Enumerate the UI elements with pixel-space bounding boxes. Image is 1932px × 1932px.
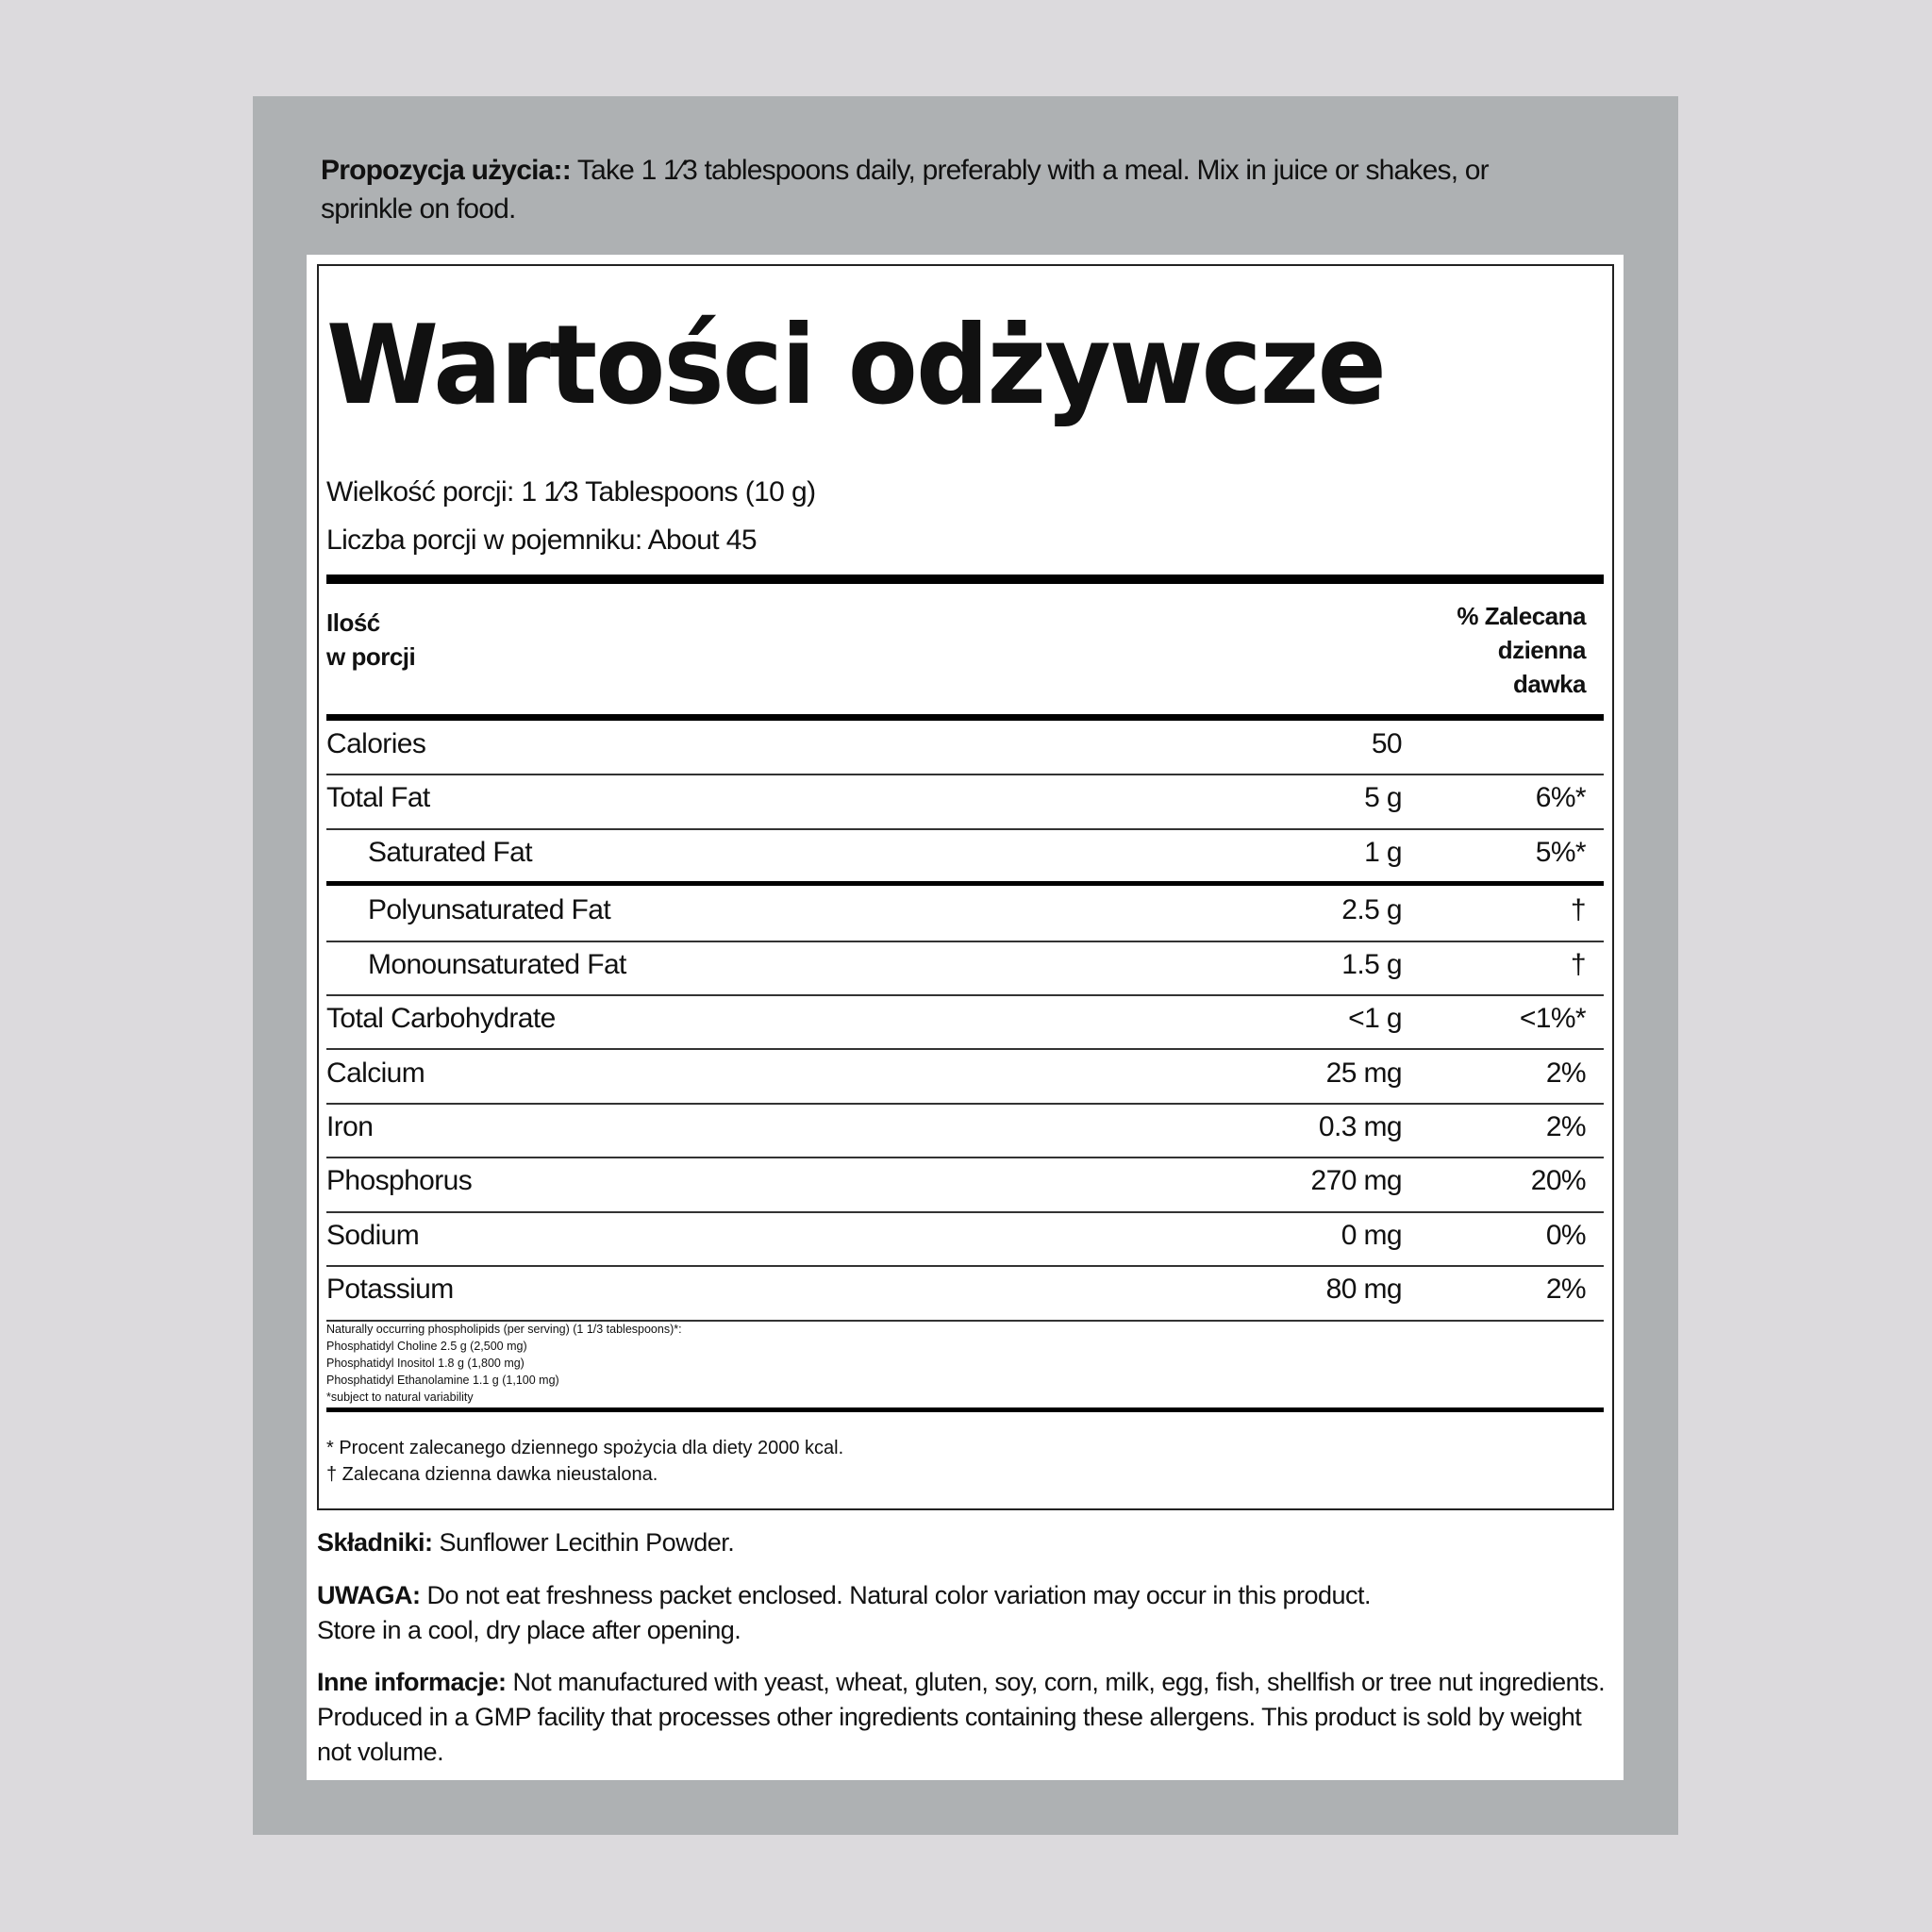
- nutrient-name: Monounsaturated Fat: [368, 949, 626, 980]
- serving-size: Wielkość porcji: 1 1⁄3 Tablespoons (10 g): [326, 476, 816, 508]
- nutrient-amount: 80 mg: [1325, 1274, 1402, 1305]
- usage-text: Take 1 1⁄3 tablespoons daily, preferably with a meal. Mix in juice or shakes, or sprinkle on food.: [321, 155, 1489, 225]
- row-divider: [326, 1211, 1604, 1213]
- nutrient-amount: 1 g: [1364, 837, 1402, 868]
- nutrient-name: Iron: [326, 1111, 374, 1142]
- nutrient-name: Calories: [326, 728, 426, 759]
- row-divider: [326, 941, 1604, 942]
- nutrient-dv: 20%: [1530, 1165, 1586, 1196]
- nutrient-dv: 2%: [1545, 1058, 1586, 1089]
- nutrition-title: Wartości odżywcze: [326, 302, 1385, 429]
- usage-label: Propozycja użycia::: [321, 155, 571, 186]
- nutrient-dv: 6%*: [1535, 782, 1586, 813]
- servings-per-container: Liczba porcji w pojemniku: About 45: [326, 525, 757, 556]
- nutrient-amount: 25 mg: [1325, 1058, 1402, 1089]
- row-divider: [326, 1103, 1604, 1105]
- nutrient-amount: 1.5 g: [1341, 949, 1402, 980]
- nutrient-name: Potassium: [326, 1274, 454, 1305]
- amount-header: Ilość w porcji: [326, 608, 416, 671]
- nutrient-dv: 2%: [1545, 1274, 1586, 1305]
- nutrient-amount: 0.3 mg: [1318, 1111, 1402, 1142]
- suggested-use: [321, 151, 1575, 228]
- ingredients: Składniki: Sunflower Lecithin Powder.: [317, 1528, 735, 1557]
- nutrient-amount: 270 mg: [1310, 1165, 1402, 1196]
- nutrient-name: Polyunsaturated Fat: [368, 894, 611, 925]
- nutrient-dv: 2%: [1545, 1111, 1586, 1142]
- nutrient-dv: 5%*: [1535, 837, 1586, 868]
- nutrient-dv: †: [1570, 894, 1586, 925]
- row-divider: [326, 1048, 1604, 1050]
- warning: UWAGA: Do not eat freshness packet enclosed. Natural color variation may occur in this product. Store in a cool, dry place after opening.: [317, 1581, 1372, 1644]
- row-divider: [326, 881, 1604, 886]
- nutrient-amount: 5 g: [1364, 782, 1402, 813]
- thick-divider: [326, 1407, 1604, 1412]
- nutrient-amount: 50: [1371, 728, 1402, 759]
- dv-header: % Zalecana dzienna dawka: [1457, 602, 1586, 698]
- row-divider: [326, 774, 1604, 775]
- nutrient-amount: 2.5 g: [1341, 894, 1402, 925]
- nutrient-name: Total Carbohydrate: [326, 1003, 556, 1034]
- nutrient-name: Phosphorus: [326, 1165, 473, 1196]
- nutrient-dv: †: [1570, 949, 1586, 980]
- footnote-dagger: † Zalecana dzienna dawka nieustalona.: [326, 1464, 658, 1485]
- thick-divider: [326, 575, 1604, 584]
- nutrient-name: Sodium: [326, 1220, 420, 1251]
- row-divider: [326, 1157, 1604, 1158]
- phospholipid-notes: Naturally occurring phospholipids (per serving) (1 1/3 tablespoons)*: Phosphatidyl Choline 2.5 g (2,500 mg) Phosphatidyl Inositol 1.8 g (1,800 mg) Phosphatidyl Ethanolamine 1.1 g (1,100 mg) *subject to natural variability: [326, 1323, 682, 1404]
- other-info: Inne informacje: Not manufactured with yeast, wheat, gluten, soy, corn, milk, egg, fish, shellfish or tree nut ingredients. Produced in a GMP facility that processes other ingredients containing these allergens. This product is sold by weight not volume.: [317, 1668, 1606, 1766]
- nutrient-name: Calcium: [326, 1058, 425, 1089]
- nutrient-dv: 0%: [1545, 1220, 1586, 1251]
- row-divider: [326, 828, 1604, 830]
- nutrient-name: Total Fat: [326, 782, 430, 813]
- nutrient-amount: 0 mg: [1341, 1220, 1402, 1251]
- thick-divider: [326, 714, 1604, 721]
- nutrient-dv: <1%*: [1519, 1003, 1586, 1034]
- footnote-dv: * Procent zalecanego dziennego spożycia dla diety 2000 kcal.: [326, 1438, 844, 1458]
- nutrient-amount: <1 g: [1348, 1003, 1402, 1034]
- nutrient-name: Saturated Fat: [368, 837, 532, 868]
- row-divider: [326, 994, 1604, 996]
- row-divider: [326, 1265, 1604, 1267]
